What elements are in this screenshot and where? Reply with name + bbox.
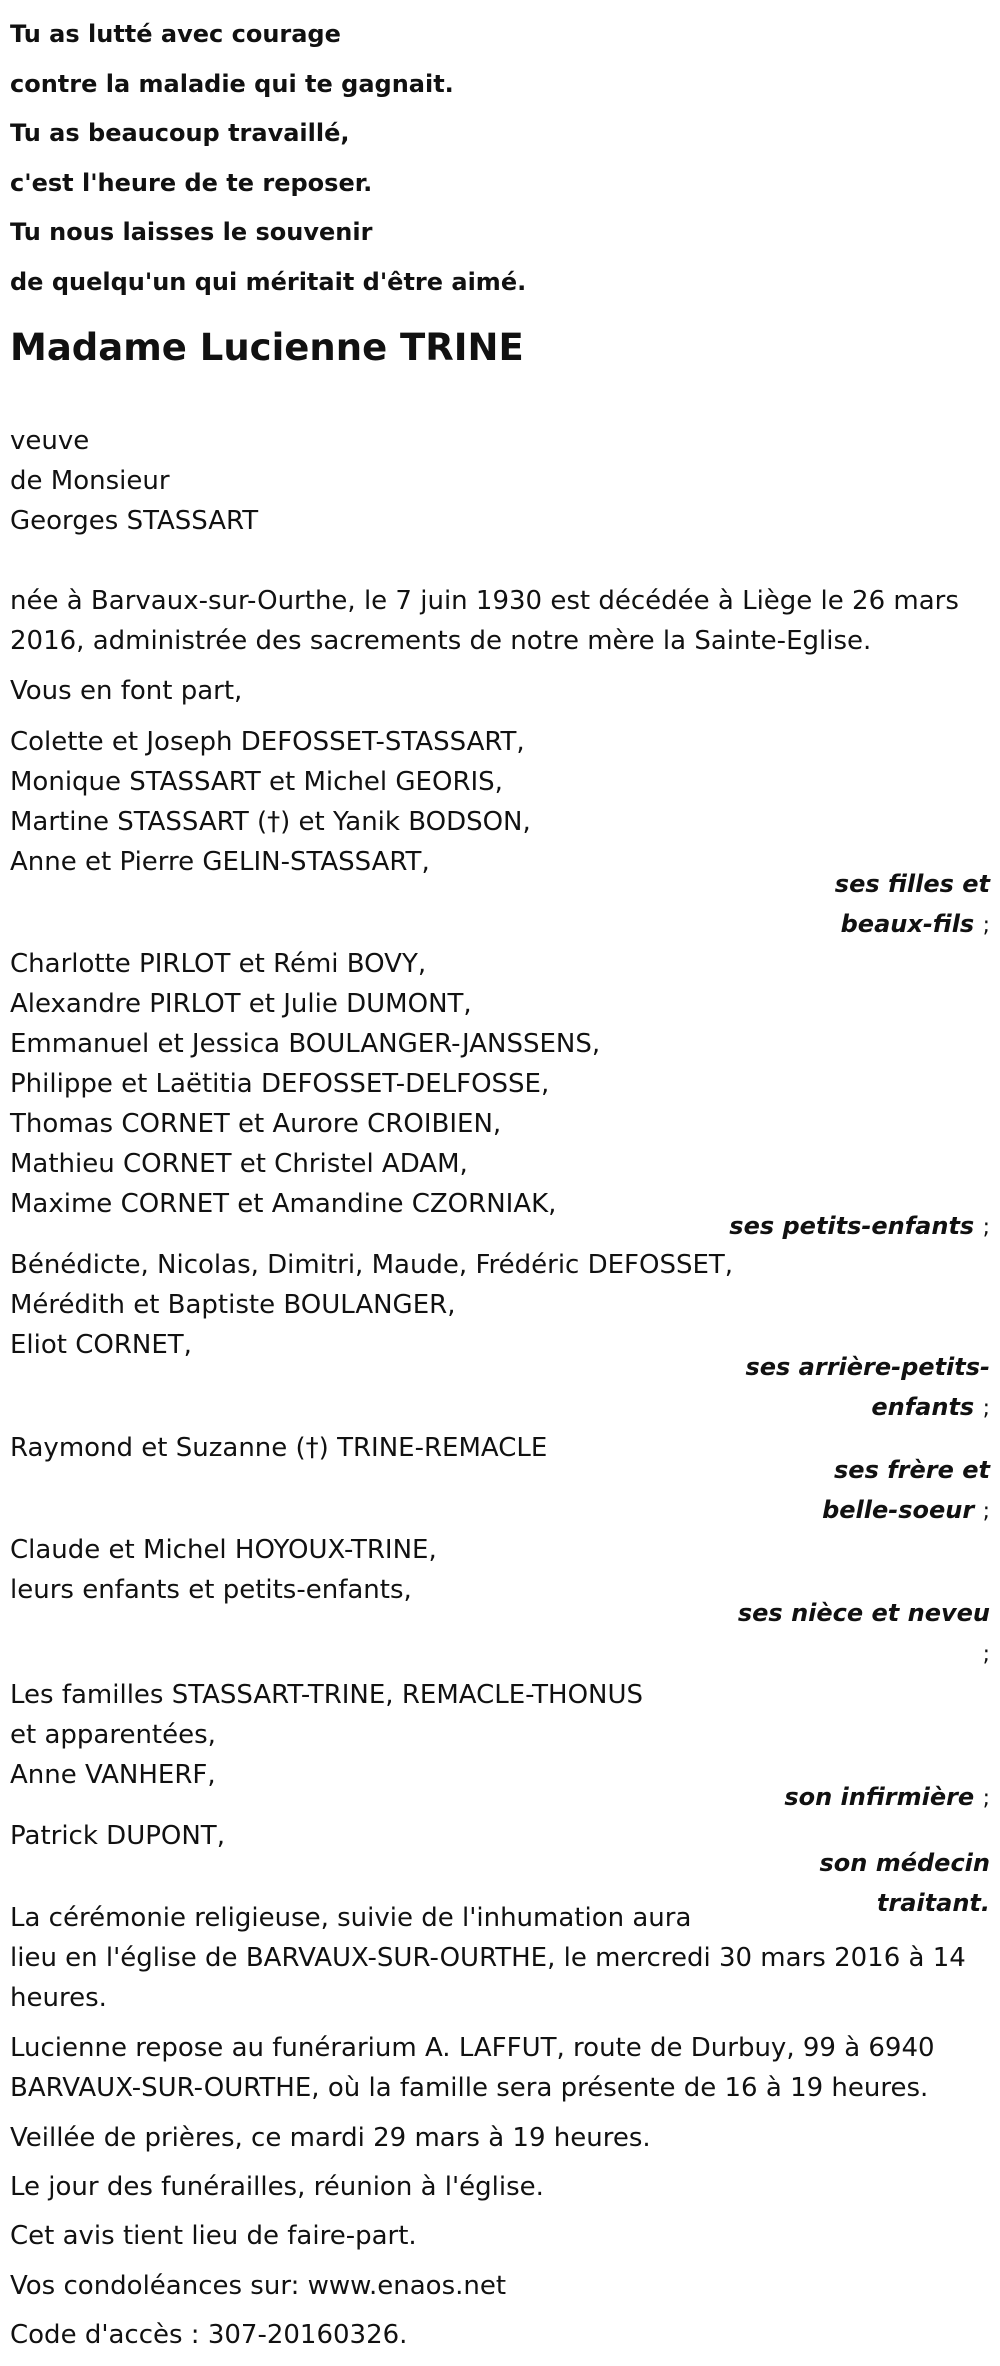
family-line: Bénédicte, Nicolas, Dimitri, Maude, Frédéric DEFOSSET, [10, 1250, 734, 1280]
poem-line: de quelqu'un qui méritait d'être aimé. [10, 267, 527, 296]
family-line: Claude et Michel HOYOUX-TRINE, [10, 1535, 437, 1565]
birth-death-line: 2016, administrée des sacrements de notre mère la Sainte-Eglise. [10, 626, 872, 656]
relation-label [835, 864, 990, 946]
relation-text: ses frère et [834, 1456, 990, 1484]
family-line: et apparentées, [10, 1720, 216, 1750]
relation-text: ses nièce et neveu [737, 1599, 990, 1627]
family-line: Raymond et Suzanne (†) TRINE-REMACLE [10, 1433, 548, 1463]
family-line: Emmanuel et Jessica BOULANGER-JANSSENS, [10, 1029, 601, 1059]
relation-text: enfants [871, 1393, 975, 1421]
semicolon: ; [982, 1642, 990, 1667]
relation-label [784, 1777, 990, 1819]
family-line: Thomas CORNET et Aurore CROIBIEN, [10, 1109, 502, 1139]
poem-line: Tu as lutté avec courage [10, 20, 341, 48]
semicolon: ; [982, 1786, 990, 1811]
relation-text: belle-soeur [822, 1496, 975, 1524]
ceremony-line: heures. [10, 1983, 107, 2013]
semicolon: ; [982, 1396, 990, 1421]
deceased-name: Madame Lucienne TRINE [10, 326, 524, 369]
poem-line: Tu as beaucoup travaillé, [10, 119, 350, 148]
faire-part-text: Cet avis tient lieu de faire-part. [10, 2221, 417, 2251]
widow-line: Georges STASSART [10, 506, 259, 536]
announce-text: Vous en font part, [10, 676, 243, 706]
semicolon: ; [982, 1215, 990, 1240]
relation-label [822, 1450, 990, 1532]
relation-text: son médecin [819, 1849, 990, 1877]
poem-line: Tu nous laisses le souvenir [10, 218, 373, 247]
relation-label [745, 1347, 990, 1429]
family-line: Mérédith et Baptiste BOULANGER, [10, 1290, 456, 1320]
veillee-text: Veillée de prières, ce mardi 29 mars à 19 heures. [10, 2123, 651, 2153]
relation-text: traitant. [876, 1889, 990, 1917]
family-line: Martine STASSART (†) et Yanik BODSON, [10, 807, 531, 837]
family-line: Maxime CORNET et Amandine CZORNIAK, [10, 1189, 557, 1219]
family-line: Alexandre PIRLOT et Julie DUMONT, [10, 989, 472, 1019]
semicolon: ; [982, 1499, 990, 1524]
widow-line: de Monsieur [10, 466, 170, 496]
relation-label [729, 1206, 990, 1248]
reunion-text: Le jour des funérailles, réunion à l'église. [10, 2172, 544, 2202]
poem-line: contre la maladie qui te gagnait. [10, 69, 454, 98]
family-line: Mathieu CORNET et Christel ADAM, [10, 1149, 468, 1179]
birth-death-line: née à Barvaux-sur-Ourthe, le 7 juin 1930 est décédée à Liège le 26 mars [10, 586, 959, 616]
condoleances-text: Vos condoléances sur: www.enaos.net [10, 2271, 507, 2301]
repose-line: Lucienne repose au funérarium A. LAFFUT, route de Durbuy, 99 à 6940 [10, 2033, 935, 2063]
relation-label [738, 1593, 990, 1675]
family-line: Eliot CORNET, [10, 1330, 192, 1360]
family-line: Anne VANHERF, [10, 1760, 216, 1790]
relation-text: ses arrière-petits- [745, 1353, 990, 1381]
poem-line: c'est l'heure de te reposer. [10, 168, 373, 197]
ceremony-line: lieu en l'église de BARVAUX-SUR-OURTHE, le mercredi 30 mars 2016 à 14 [10, 1943, 966, 1973]
family-line: Anne et Pierre GELIN-STASSART, [10, 847, 430, 877]
repose-line: BARVAUX-SUR-OURTHE, où la famille sera présente de 16 à 19 heures. [10, 2073, 929, 2103]
family-line: leurs enfants et petits-enfants, [10, 1575, 412, 1605]
family-line: Philippe et Laëtitia DEFOSSET-DELFOSSE, [10, 1069, 550, 1099]
widow-line: veuve [10, 426, 90, 456]
relation-text: ses filles et [834, 870, 990, 898]
family-line: Patrick DUPONT, [10, 1821, 225, 1851]
relation-label [820, 1843, 991, 1923]
relation-text: beaux-fils [840, 910, 975, 938]
semicolon: ; [982, 913, 990, 938]
family-line: Les familles STASSART-TRINE, REMACLE-THONUS [10, 1680, 644, 1710]
access-code-text: Code d'accès : 307-20160326. [10, 2320, 408, 2350]
family-line: Monique STASSART et Michel GEORIS, [10, 767, 503, 797]
ceremony-line: La cérémonie religieuse, suivie de l'inhumation aura [10, 1903, 692, 1933]
relation-text: son infirmière [784, 1783, 975, 1811]
family-line: Charlotte PIRLOT et Rémi BOVY, [10, 949, 427, 979]
relation-text: ses petits-enfants [729, 1212, 975, 1240]
family-line: Colette et Joseph DEFOSSET-STASSART, [10, 727, 525, 757]
poem [10, 10, 526, 308]
